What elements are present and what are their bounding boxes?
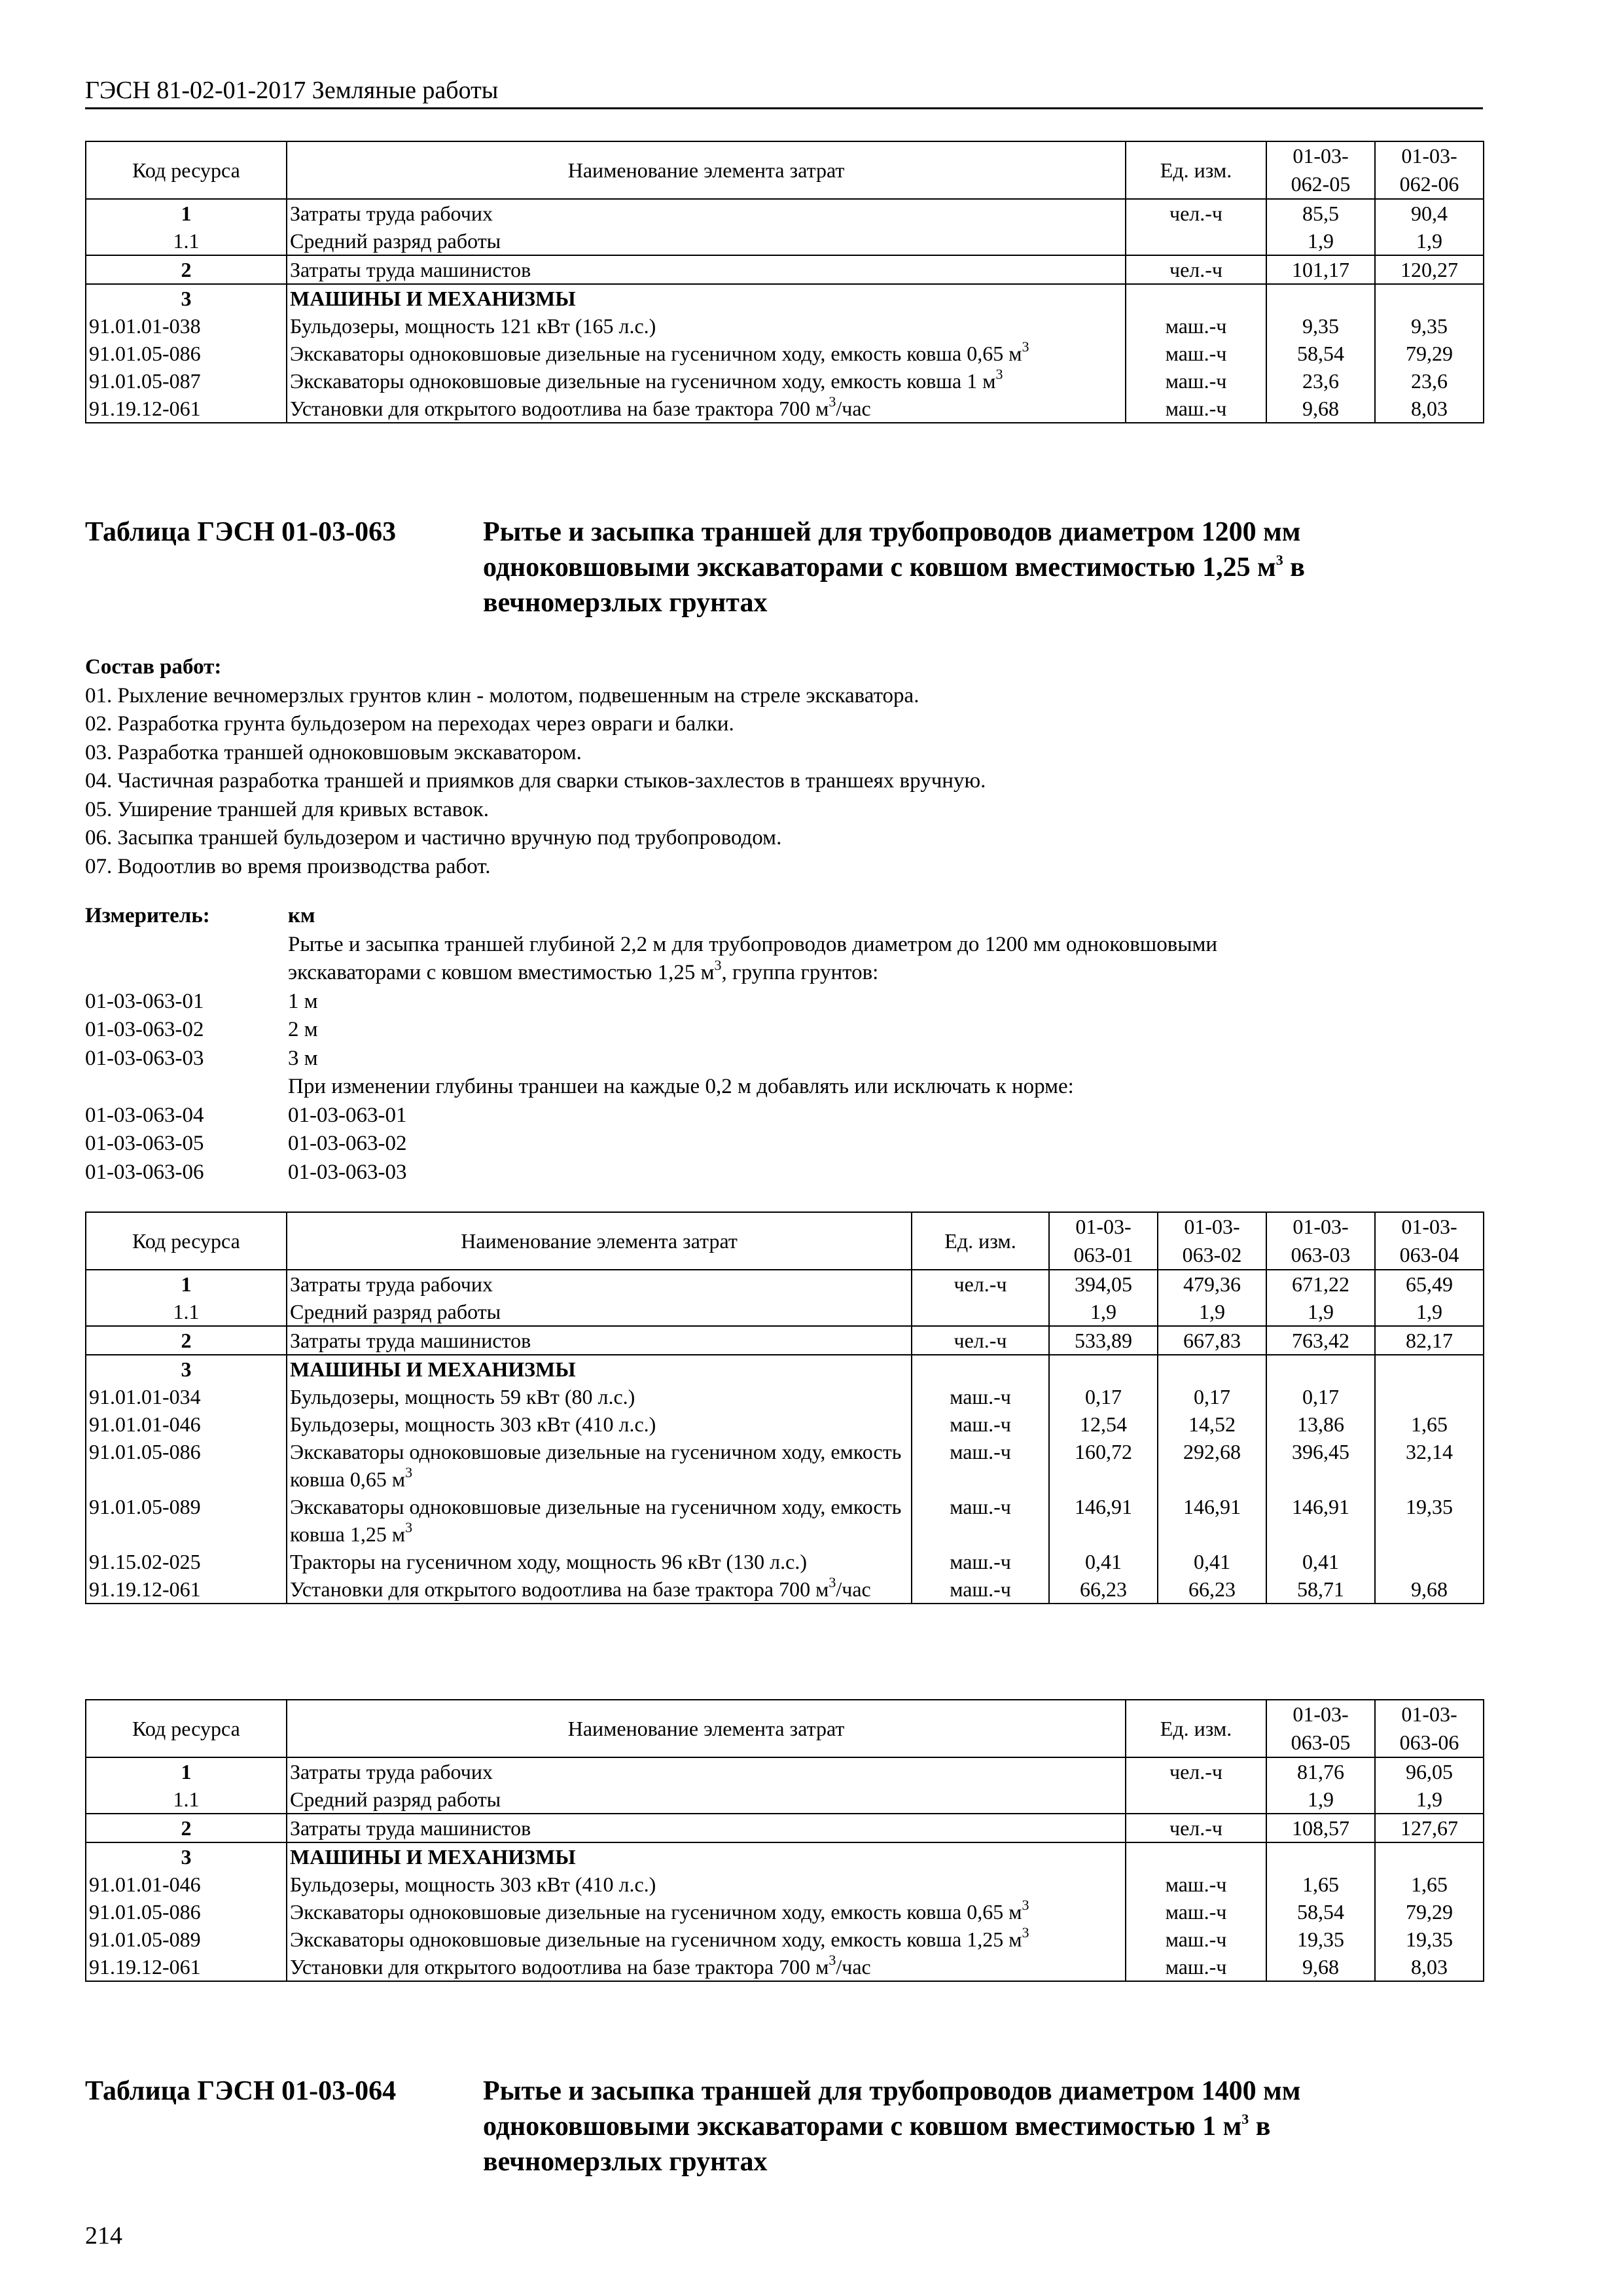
- table-row: [86, 1785, 1484, 1814]
- norm-value: 66,23: [1049, 1575, 1158, 1604]
- norm-value: 0,41: [1049, 1548, 1158, 1575]
- resource-name: МАШИНЫ И МЕХАНИЗМЫ: [287, 1355, 912, 1383]
- norm-value: [1158, 1355, 1266, 1383]
- page-number: 214: [85, 2222, 122, 2250]
- norm-value: 120,27: [1375, 255, 1484, 284]
- norm-value: 1,9: [1266, 1785, 1375, 1814]
- norm-value: [1266, 1355, 1375, 1383]
- norm-value: 0,17: [1158, 1383, 1266, 1410]
- norm-value: 79,29: [1375, 1898, 1484, 1926]
- norm-code: 01-03-063-05: [85, 1132, 204, 1155]
- resource-code: 91.01.05-089: [86, 1493, 287, 1548]
- composition-item: 05. Уширение траншей для кривых вставок.: [85, 797, 490, 821]
- header-column: 01-03- 063-04: [1375, 1212, 1484, 1270]
- resource-unit: маш.-ч: [1126, 1953, 1266, 1981]
- resource-unit: маш.-ч: [1126, 395, 1266, 423]
- norm-value: 146,91: [1158, 1493, 1266, 1548]
- norm-value: 1,65: [1375, 1871, 1484, 1898]
- resource-unit: маш.-ч: [912, 1383, 1049, 1410]
- norm-value: [1266, 284, 1375, 312]
- composition-item: 01. Рыхление вечномерзлых грунтов клин - молотом, подвешенным на стреле экскаватора.: [85, 683, 919, 708]
- resource-unit: [1126, 284, 1266, 312]
- header-column: 01-03- 063-06: [1375, 1700, 1484, 1757]
- resource-code: 3: [86, 284, 287, 312]
- resource-unit: чел.-ч: [912, 1326, 1049, 1355]
- resource-unit: [1126, 227, 1266, 255]
- norm-code: 01-03-063-03: [85, 1046, 204, 1070]
- table-row: [86, 199, 1484, 227]
- norm-value: 9,35: [1266, 312, 1375, 340]
- table-row: [86, 1298, 1484, 1326]
- resource-name: Затраты труда рабочих: [287, 1270, 912, 1298]
- resource-unit: [1126, 1842, 1266, 1871]
- norm-code: 01-03-063-01: [85, 989, 204, 1013]
- norm-value: 1,65: [1375, 1410, 1484, 1438]
- resource-unit: маш.-ч: [1126, 1926, 1266, 1953]
- measure-unit: км: [288, 904, 315, 927]
- header-unit: Ед. изм.: [1126, 1700, 1266, 1757]
- table-heading-label: Таблица ГЭСН 01-03-064: [85, 2076, 397, 2106]
- norm-text: 01-03-063-02: [288, 1132, 407, 1155]
- header-code: Код ресурса: [86, 1700, 287, 1757]
- composition-item: 07. Водоотлив во время производства работ.: [85, 854, 491, 878]
- table-row: [86, 1842, 1484, 1871]
- resource-name: Установки для открытого водоотлива на базе трактора 700 $м^3$/час: [287, 1953, 1126, 1981]
- measure-label: Измеритель:: [85, 904, 210, 927]
- norm-value: 394,05: [1049, 1270, 1158, 1298]
- norm-text: 2 м: [288, 1018, 318, 1041]
- resource-name: Средний разряд работы: [287, 1785, 1126, 1814]
- norm-value: 1,9: [1049, 1298, 1158, 1326]
- resource-unit: чел.-ч: [1126, 1757, 1266, 1785]
- table-row: [86, 1493, 1484, 1548]
- measure-block: [85, 902, 1483, 1187]
- resource-name: Затраты труда машинистов: [287, 1326, 912, 1355]
- header-code: Код ресурса: [86, 1212, 287, 1270]
- resource-name: Затраты труда рабочих: [287, 199, 1126, 227]
- resource-unit: [912, 1355, 1049, 1383]
- norm-value: 12,54: [1049, 1410, 1158, 1438]
- norm-value: 9,35: [1375, 312, 1484, 340]
- table-row: [86, 367, 1484, 395]
- norm-value: 292,68: [1158, 1438, 1266, 1493]
- header-unit: Ед. изм.: [1126, 141, 1266, 199]
- norm-value: 58,54: [1266, 1898, 1375, 1926]
- measure-description: экскаваторами с ковшом вместимостью 1,25 $м^3$, группа грунтов:: [288, 957, 879, 984]
- resource-name: Бульдозеры, мощность 59 кВт (80 л.с.): [287, 1383, 912, 1410]
- norm-value: 23,6: [1375, 367, 1484, 395]
- norm-text: 3 м: [288, 1046, 318, 1070]
- norm-value: 396,45: [1266, 1438, 1375, 1493]
- header-column: 01-03- 062-05: [1266, 141, 1375, 199]
- resource-name: Тракторы на гусеничном ходу, мощность 96 кВт (130 л.с.): [287, 1548, 912, 1575]
- norm-value: 19,35: [1266, 1926, 1375, 1953]
- norm-value: 1,9: [1158, 1298, 1266, 1326]
- norm-value: 146,91: [1049, 1493, 1158, 1548]
- composition-item: 02. Разработка грунта бульдозером на переходах через овраги и балки.: [85, 712, 734, 736]
- resource-code: 91.01.01-046: [86, 1871, 287, 1898]
- norm-value: 66,23: [1158, 1575, 1266, 1604]
- resource-code: 3: [86, 1355, 287, 1383]
- resource-table-063-01-04: [85, 1211, 1484, 1604]
- norm-value: 667,83: [1158, 1326, 1266, 1355]
- resource-code: 2: [86, 1326, 287, 1355]
- resource-code: 91.19.12-061: [86, 1575, 287, 1604]
- table-row: [86, 1757, 1484, 1785]
- table-row: [86, 1270, 1484, 1298]
- norm-value: 19,35: [1375, 1493, 1484, 1548]
- norm-value: [1375, 1383, 1484, 1410]
- resource-code: 1: [86, 199, 287, 227]
- resource-unit: [912, 1298, 1049, 1326]
- norm-code: 01-03-063-04: [85, 1103, 204, 1127]
- norm-value: [1049, 1355, 1158, 1383]
- resource-code: 91.19.12-061: [86, 1953, 287, 1981]
- resource-name: Экскаваторы одноковшовые дизельные на гусеничном ходу, емкость ковша 1 $м^3$: [287, 367, 1126, 395]
- resource-unit: маш.-ч: [1126, 340, 1266, 367]
- header-column: 01-03- 063-03: [1266, 1212, 1375, 1270]
- resource-name: Экскаваторы одноковшовые дизельные на гусеничном ходу, емкость ковша 1,25 $м^3$: [287, 1493, 912, 1548]
- table-heading-label: Таблица ГЭСН 01-03-063: [85, 517, 397, 547]
- resource-name: Затраты труда машинистов: [287, 255, 1126, 284]
- table-row: [86, 1438, 1484, 1493]
- norm-value: 82,17: [1375, 1326, 1484, 1355]
- resource-unit: чел.-ч: [912, 1270, 1049, 1298]
- norm-text: 01-03-063-03: [288, 1160, 407, 1184]
- norm-value: 58,71: [1266, 1575, 1375, 1604]
- resource-unit: маш.-ч: [1126, 312, 1266, 340]
- norm-text: 1 м: [288, 989, 318, 1013]
- measure-note: При изменении глубины траншеи на каждые 0,2 м добавлять или исключать к норме:: [288, 1075, 1074, 1098]
- resource-unit: маш.-ч: [912, 1493, 1049, 1548]
- resource-code: 1.1: [86, 1785, 287, 1814]
- resource-unit: чел.-ч: [1126, 255, 1266, 284]
- table-heading-title: Рытье и засыпка траншей для трубопроводов диаметром 1200 мм одноковшовыми экскаваторами с ковшом вместимостью 1,25 $м^3$ в вечномерзлых грунтах: [483, 517, 1305, 618]
- norm-value: 81,76: [1266, 1757, 1375, 1785]
- table-row: [86, 284, 1484, 312]
- resource-code: 91.01.05-086: [86, 1438, 287, 1493]
- table-row: [86, 1575, 1484, 1604]
- resource-unit: маш.-ч: [1126, 367, 1266, 395]
- table-header-row: [86, 1700, 1484, 1757]
- norm-value: 9,68: [1266, 395, 1375, 423]
- table-row: [86, 1898, 1484, 1926]
- norm-value: 19,35: [1375, 1926, 1484, 1953]
- table-row: [86, 255, 1484, 284]
- resource-name: Затраты труда рабочих: [287, 1757, 1126, 1785]
- norm-value: 65,49: [1375, 1270, 1484, 1298]
- header-column: 01-03- 062-06: [1375, 141, 1484, 199]
- norm-value: 127,67: [1375, 1814, 1484, 1842]
- norm-value: 1,9: [1375, 1298, 1484, 1326]
- resource-name: Установки для открытого водоотлива на базе трактора 700 $м^3$/час: [287, 395, 1126, 423]
- resource-name: Экскаваторы одноковшовые дизельные на гусеничном ходу, емкость ковша 0,65 $м^3$: [287, 1438, 912, 1493]
- resource-name: Бульдозеры, мощность 303 кВт (410 л.с.): [287, 1410, 912, 1438]
- norm-value: 13,86: [1266, 1410, 1375, 1438]
- norm-value: 23,6: [1266, 367, 1375, 395]
- resource-code: 91.01.01-046: [86, 1410, 287, 1438]
- norm-value: 8,03: [1375, 395, 1484, 423]
- norm-value: 0,41: [1158, 1548, 1266, 1575]
- resource-code: 3: [86, 1842, 287, 1871]
- table-header-row: [86, 1212, 1484, 1270]
- resource-code: 91.19.12-061: [86, 395, 287, 423]
- table-row: [86, 227, 1484, 255]
- resource-code: 2: [86, 1814, 287, 1842]
- resource-code: 1.1: [86, 227, 287, 255]
- resource-name: Экскаваторы одноковшовые дизельные на гусеничном ходу, емкость ковша 0,65 $м^3$: [287, 340, 1126, 367]
- resource-name: МАШИНЫ И МЕХАНИЗМЫ: [287, 1842, 1126, 1871]
- norm-value: 58,54: [1266, 340, 1375, 367]
- norm-code: 01-03-063-06: [85, 1160, 204, 1184]
- resource-code: 91.15.02-025: [86, 1548, 287, 1575]
- norm-value: 0,17: [1266, 1383, 1375, 1410]
- measure-description: Рытье и засыпка траншей глубиной 2,2 м для трубопроводов диаметром до 1200 мм одноковшовыми: [288, 932, 1218, 956]
- norm-text: 01-03-063-01: [288, 1103, 407, 1127]
- norm-value: 1,9: [1266, 1298, 1375, 1326]
- composition-item: 03. Разработка траншей одноковшовым экскаватором.: [85, 740, 582, 764]
- norm-value: 1,9: [1375, 1785, 1484, 1814]
- norm-value: [1375, 1842, 1484, 1871]
- resource-name: Экскаваторы одноковшовые дизельные на гусеничном ходу, емкость ковша 1,25 $м^3$: [287, 1926, 1126, 1953]
- norm-value: [1375, 1355, 1484, 1383]
- resource-name: Бульдозеры, мощность 303 кВт (410 л.с.): [287, 1871, 1126, 1898]
- header-code: Код ресурса: [86, 141, 287, 199]
- header-unit: Ед. изм.: [912, 1212, 1049, 1270]
- resource-code: 91.01.01-034: [86, 1383, 287, 1410]
- resource-unit: чел.-ч: [1126, 1814, 1266, 1842]
- resource-unit: маш.-ч: [912, 1438, 1049, 1493]
- resource-code: 91.01.05-086: [86, 340, 287, 367]
- resource-name: Средний разряд работы: [287, 1298, 912, 1326]
- resource-table-062: [85, 141, 1484, 423]
- resource-code: 1.1: [86, 1298, 287, 1326]
- resource-code: 1: [86, 1270, 287, 1298]
- header-column: 01-03- 063-01: [1049, 1212, 1158, 1270]
- norm-value: 85,5: [1266, 199, 1375, 227]
- table-row: [86, 1548, 1484, 1575]
- norm-value: 9,68: [1375, 1575, 1484, 1604]
- table-row: [86, 1953, 1484, 1981]
- norm-value: [1375, 1548, 1484, 1575]
- resource-unit: [1126, 1785, 1266, 1814]
- resource-code: 1: [86, 1757, 287, 1785]
- resource-code: 91.01.05-087: [86, 367, 287, 395]
- composition-title: Состав работ:: [85, 655, 222, 679]
- resource-name: Экскаваторы одноковшовые дизельные на гусеничном ходу, емкость ковша 0,65 $м^3$: [287, 1898, 1126, 1926]
- norm-value: 0,17: [1049, 1383, 1158, 1410]
- norm-code: 01-03-063-02: [85, 1018, 204, 1041]
- resource-unit: маш.-ч: [912, 1410, 1049, 1438]
- header-column: 01-03- 063-05: [1266, 1700, 1375, 1757]
- table-row: [86, 340, 1484, 367]
- table-row: [86, 1814, 1484, 1842]
- norm-value: 1,65: [1266, 1871, 1375, 1898]
- norm-value: 533,89: [1049, 1326, 1158, 1355]
- norm-value: 79,29: [1375, 340, 1484, 367]
- norm-value: 479,36: [1158, 1270, 1266, 1298]
- resource-unit: маш.-ч: [1126, 1871, 1266, 1898]
- resource-name: Установки для открытого водоотлива на базе трактора 700 $м^3$/час: [287, 1575, 912, 1604]
- resource-code: 2: [86, 255, 287, 284]
- norm-value: 14,52: [1158, 1410, 1266, 1438]
- resource-unit: маш.-ч: [912, 1548, 1049, 1575]
- norm-value: 1,9: [1375, 227, 1484, 255]
- norm-value: 146,91: [1266, 1493, 1375, 1548]
- norm-value: 90,4: [1375, 199, 1484, 227]
- resource-code: 91.01.05-086: [86, 1898, 287, 1926]
- table-heading-title: Рытье и засыпка траншей для трубопроводов диаметром 1400 мм одноковшовыми экскаваторами с ковшом вместимостью 1 $м^3$ в вечномерзлых грунтах: [483, 2076, 1301, 2177]
- norm-value: 32,14: [1375, 1438, 1484, 1493]
- resource-code: 91.01.05-089: [86, 1926, 287, 1953]
- norm-value: 9,68: [1266, 1953, 1375, 1981]
- resource-name: МАШИНЫ И МЕХАНИЗМЫ: [287, 284, 1126, 312]
- table-row: [86, 1926, 1484, 1953]
- table-row: [86, 1871, 1484, 1898]
- table-row: [86, 312, 1484, 340]
- norm-value: 0,41: [1266, 1548, 1375, 1575]
- norm-value: 8,03: [1375, 1953, 1484, 1981]
- norm-value: 1,9: [1266, 227, 1375, 255]
- norm-value: 160,72: [1049, 1438, 1158, 1493]
- header-name: Наименование элемента затрат: [287, 1212, 912, 1270]
- resource-unit: маш.-ч: [1126, 1898, 1266, 1926]
- table-header-row: [86, 141, 1484, 199]
- norm-value: 108,57: [1266, 1814, 1375, 1842]
- norm-value: [1266, 1842, 1375, 1871]
- header-name: Наименование элемента затрат: [287, 1700, 1126, 1757]
- resource-name: Бульдозеры, мощность 121 кВт (165 л.с.): [287, 312, 1126, 340]
- resource-name: Затраты труда машинистов: [287, 1814, 1126, 1842]
- norm-value: [1375, 284, 1484, 312]
- header-name: Наименование элемента затрат: [287, 141, 1126, 199]
- header-column: 01-03- 063-02: [1158, 1212, 1266, 1270]
- table-row: [86, 1355, 1484, 1383]
- work-composition: [85, 653, 1483, 881]
- resource-code: 91.01.01-038: [86, 312, 287, 340]
- table-row: [86, 395, 1484, 423]
- resource-unit: чел.-ч: [1126, 199, 1266, 227]
- norm-value: 763,42: [1266, 1326, 1375, 1355]
- table-row: [86, 1410, 1484, 1438]
- composition-item: 06. Засыпка траншей бульдозером и частично вручную под трубопроводом.: [85, 826, 782, 850]
- table-row: [86, 1383, 1484, 1410]
- table-row: [86, 1326, 1484, 1355]
- resource-table-063-05-06: [85, 1699, 1484, 1982]
- resource-name: Средний разряд работы: [287, 227, 1126, 255]
- resource-unit: маш.-ч: [912, 1575, 1049, 1604]
- norm-value: 671,22: [1266, 1270, 1375, 1298]
- norm-value: 96,05: [1375, 1757, 1484, 1785]
- norm-value: 101,17: [1266, 255, 1375, 284]
- composition-item: 04. Частичная разработка траншей и приямков для сварки стыков-захлестов в траншеях вручную.: [85, 769, 986, 793]
- running-head: ГЭСН 81-02-01-2017 Земляные работы: [85, 75, 1483, 109]
